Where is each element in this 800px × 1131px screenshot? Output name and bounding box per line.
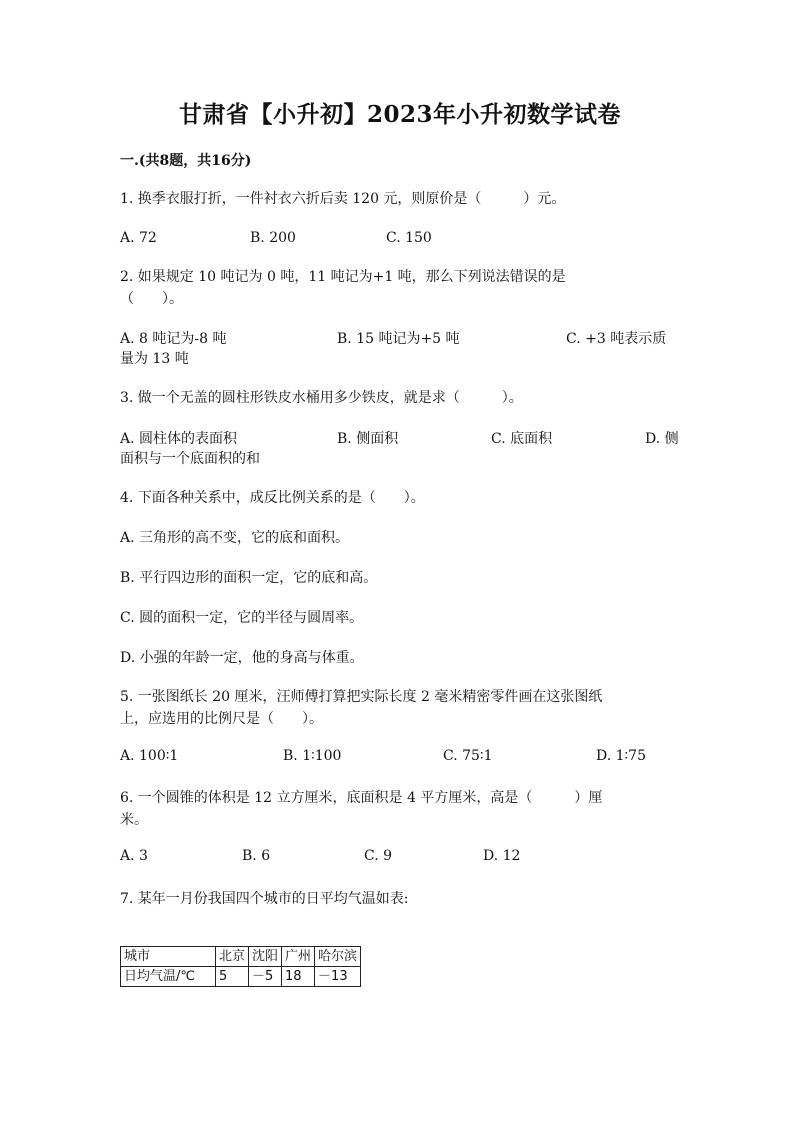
table-header-row [121,947,361,967]
q4-option-a: A. 三角形的高不变，它的底和面积。 [120,530,350,546]
question-2-text-cont: （ ）。 [120,291,183,307]
question-4-text: 4. 下面各种关系中，成反比例关系的是（ ）。 [120,490,425,506]
q4-option-d: D. 小强的年龄一定，他的身高与体重。 [120,650,364,666]
table-cell: 沈阳 [249,947,282,967]
q6-option-c: C. 9 [364,848,393,864]
temperature-table [120,946,361,987]
q1-option-b: B. 200 [250,230,296,246]
q3-option-d-cont: 面积与一个底面积的和 [120,451,260,467]
q3-option-a: A. 圆柱体的表面积 [120,431,238,447]
q6-option-d: D. 12 [483,848,521,864]
page-title: 甘肃省【小升初】2023年小升初数学试卷 [178,101,621,128]
q4-option-b: B. 平行四边形的面积一定，它的底和高。 [120,570,378,586]
q1-option-c: C. 150 [386,230,432,246]
table-cell: －5 [249,967,282,987]
question-1-text: 1. 换季衣服打折，一件衬衣六折后卖 120 元，则原价是（ ）元。 [120,191,566,207]
q2-option-b: B. 15 吨记为+5 吨 [337,331,460,347]
q3-option-d: D. 侧 [645,431,679,447]
table-cell: 城市 [121,947,216,967]
table-cell: 广州 [282,947,315,967]
q2-option-a: A. 8 吨记为-8 吨 [120,331,227,347]
table-cell: 哈尔滨 [315,947,361,967]
question-7-text: 7. 某年一月份我国四个城市的日平均气温如表: [120,891,409,907]
question-2-text: 2. 如果规定 10 吨记为 0 吨，11 吨记为+1 吨，那么下列说法错误的是 [120,269,566,285]
q4-option-c: C. 圆的面积一定，它的半径与圆周率。 [120,610,364,626]
section-heading: 一.(共8题，共16分) [120,153,252,169]
q1-option-a: A. 72 [120,230,157,246]
q3-option-c: C. 底面积 [491,431,553,447]
q2-option-c: C. +3 吨表示质 [566,331,667,347]
q6-option-b: B. 6 [242,848,271,864]
q3-option-b: B. 侧面积 [337,431,399,447]
table-cell: －13 [315,967,361,987]
question-6-text: 6. 一个圆锥的体积是 12 立方厘米，底面积是 4 平方厘米，高是（ ）厘 [120,790,603,806]
q5-option-d: D. 1∶75 [596,748,646,764]
question-5-text: 5. 一张图纸长 20 厘米，汪师傅打算把实际长度 2 毫米精密零件画在这张图纸 [120,689,603,705]
table-cell: 5 [216,967,249,987]
question-5-text-cont: 上，应选用的比例尺是（ ）。 [120,711,323,727]
q5-option-b: B. 1∶100 [283,748,342,764]
q5-option-c: C. 75∶1 [443,748,493,764]
q5-option-a: A. 100∶1 [120,748,179,764]
table-row [121,967,361,987]
table-cell: 日均气温/℃ [121,967,216,987]
question-6-text-cont: 米。 [120,812,148,828]
question-3-text: 3. 做一个无盖的圆柱形铁皮水桶用多少铁皮，就是求（ ）。 [120,390,523,406]
table-cell: 北京 [216,947,249,967]
q6-option-a: A. 3 [120,848,148,864]
q2-option-c-cont: 量为 13 吨 [120,351,189,367]
table-cell: 18 [282,967,315,987]
